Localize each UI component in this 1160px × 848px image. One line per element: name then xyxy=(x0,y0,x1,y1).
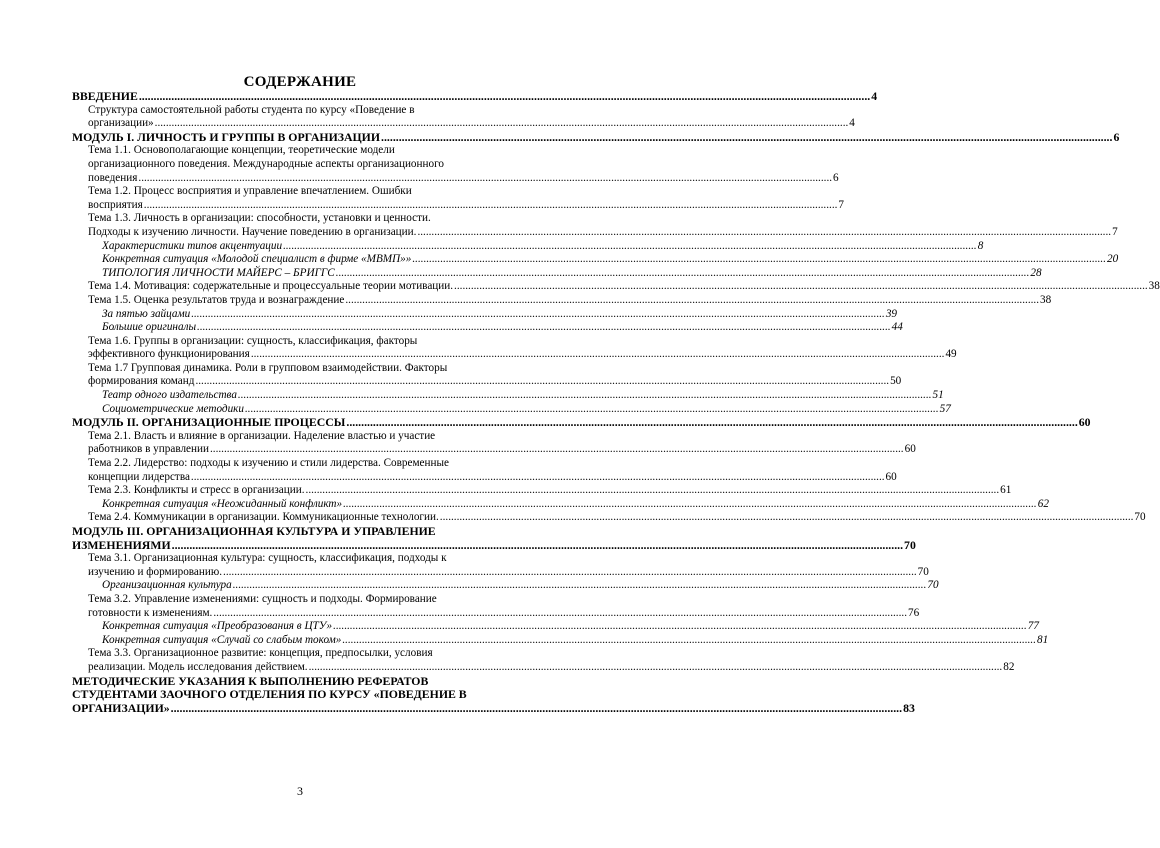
dot-leader xyxy=(440,511,1134,525)
toc-entry-text-line: Тема 3.1. Организационная культура: сущность, классификация, подходы к xyxy=(88,552,447,565)
toc-entry-title: Тема 1.4. Мотивация: содержательные и процессуальные теории мотивации. xyxy=(88,280,454,293)
dot-leader xyxy=(454,280,1148,294)
dot-leader xyxy=(251,348,945,362)
toc-entry-title: Тема 2.3. Конфликты и стресс в организации. xyxy=(88,484,305,497)
dot-leader xyxy=(139,90,870,104)
toc-entry-text-line: МОДУЛЬ III. ОРГАНИЗАЦИОННАЯ КУЛЬТУРА И УПРАВЛЕНИЕ xyxy=(72,524,436,538)
toc-entry-title: За пятью зайцами xyxy=(102,307,191,320)
toc-entry[interactable] xyxy=(72,484,1012,498)
toc-page-number: 6 xyxy=(833,171,839,184)
dot-leader xyxy=(306,484,1000,498)
toc-entry-text-line: СТУДЕНТАМИ ЗАОЧНОГО ОТДЕЛЕНИЯ ПО КУРСУ «ПОВЕДЕНИЕ В xyxy=(72,687,467,702)
toc-entry-title: Конкретная ситуация «Случай со слабым током» xyxy=(102,633,342,646)
toc-entry[interactable] xyxy=(72,620,1039,634)
toc-entry-text-line: Тема 2.1. Власть и влияние в организации. Наделение властью и участие xyxy=(88,429,436,442)
toc-page-number: 50 xyxy=(890,375,902,388)
dot-leader xyxy=(333,620,1027,634)
toc-entry-text-line: Тема 2.2. Лидерство: подходы к изучению и стили лидерства. Современные xyxy=(88,457,449,470)
toc-entry-title: эффективного функционирования xyxy=(88,348,250,361)
toc-entry-title: Социометрические методики xyxy=(102,402,244,415)
toc-entry[interactable] xyxy=(72,212,1118,239)
toc-entry-title: ТИПОЛОГИЯ ЛИЧНОСТИ МАЙЕРС – БРИГГС xyxy=(102,266,335,279)
toc-entry-title: Конкретная ситуация «Молодой специалист в фирме «МВМП»» xyxy=(102,253,412,266)
toc-entry-title: МОДУЛЬ I. ЛИЧНОСТЬ И ГРУППЫ В ОРГАНИЗАЦИИ xyxy=(72,129,381,144)
toc-entry[interactable] xyxy=(72,89,878,104)
toc-entry[interactable] xyxy=(72,266,1042,281)
dot-leader xyxy=(381,131,1112,145)
dot-leader xyxy=(345,294,1039,308)
toc-entry[interactable] xyxy=(72,647,1015,674)
toc-entry-text-line: Тема 1.1. Основополагающие концепции, теоретические модели xyxy=(88,144,395,157)
toc-entry[interactable] xyxy=(72,144,839,185)
toc-entry[interactable] xyxy=(72,552,929,579)
toc-entry-title: ИЗМЕНЕНИЯМИ xyxy=(72,537,171,552)
toc-entry-text-line: Тема 1.7 Групповая динамика. Роли в групповом взаимодействии. Факторы xyxy=(88,361,448,374)
toc-entry-title: Конкретная ситуация «Преобразования в ЦТУ» xyxy=(102,620,333,633)
toc-entry-title: готовности к изменениям. xyxy=(88,606,213,619)
toc-entry[interactable] xyxy=(72,103,855,131)
toc-entry[interactable] xyxy=(72,361,902,389)
toc-entry[interactable] xyxy=(72,524,916,552)
toc-page-number: 49 xyxy=(945,348,957,361)
toc-entry[interactable] xyxy=(72,457,897,484)
toc-page-number: 83 xyxy=(903,700,915,715)
toc-entry-title: формирования команд xyxy=(88,375,195,388)
toc-entry[interactable] xyxy=(72,253,1119,267)
dot-leader xyxy=(191,308,885,322)
toc-entry-title: Организационная культура xyxy=(102,579,232,592)
toc-entry-text-line: Тема 1.3. Личность в организации: способности, установки и ценности. xyxy=(88,212,431,225)
toc-entry-title: организации» xyxy=(88,117,154,130)
toc-page-number: 70 xyxy=(1134,511,1146,524)
toc-entry[interactable] xyxy=(72,389,944,403)
toc-page-number: 57 xyxy=(939,402,951,415)
dot-leader xyxy=(138,172,832,186)
toc-entry[interactable] xyxy=(72,429,916,457)
toc-entry[interactable] xyxy=(72,633,1049,648)
toc-entry[interactable] xyxy=(72,673,915,716)
dot-leader xyxy=(213,607,907,621)
toc-entry[interactable] xyxy=(72,239,984,254)
dot-leader xyxy=(197,321,891,335)
toc-entry-title: Подходы к изучению личности. Научение поведению в организации. xyxy=(88,225,417,238)
toc-page-number: 39 xyxy=(885,307,898,320)
toc-page-number: 60 xyxy=(904,443,916,456)
toc-entry-title: восприятия xyxy=(88,198,143,211)
dot-leader xyxy=(309,661,1003,675)
toc-page-number: 44 xyxy=(891,321,903,334)
dot-leader xyxy=(210,443,904,457)
toc-page-number: 4 xyxy=(871,89,878,103)
toc-page-number: 6 xyxy=(1113,129,1120,144)
dot-leader xyxy=(238,389,932,403)
toc-page-number: 81 xyxy=(1037,633,1049,646)
dot-leader xyxy=(191,471,885,485)
toc-entry-title: Тема 1.5. Оценка результатов труда и вознаграждение xyxy=(88,293,345,306)
toc-entry-title: ВВЕДЕНИЕ xyxy=(72,89,138,103)
toc-page-number: 70 xyxy=(927,579,939,592)
toc-entry-text-line: МЕТОДИЧЕСКИЕ УКАЗАНИЯ К ВЫПОЛНЕНИЮ РЕФЕРАТОВ xyxy=(72,673,429,688)
toc-entry[interactable] xyxy=(72,402,951,417)
dot-leader xyxy=(412,253,1106,267)
toc-page-number: 60 xyxy=(885,470,897,483)
dot-leader xyxy=(223,566,917,580)
toc-page-number: 38 xyxy=(1040,293,1052,306)
dot-leader xyxy=(417,226,1111,240)
toc-entry-title: Большие оригиналы xyxy=(102,321,197,334)
toc-entry[interactable] xyxy=(72,415,1091,430)
toc-entry[interactable] xyxy=(72,511,1146,525)
toc-entry[interactable] xyxy=(72,185,844,212)
dot-leader xyxy=(144,199,838,213)
toc-entry[interactable] xyxy=(72,280,1160,294)
toc-page-number: 60 xyxy=(1078,415,1091,430)
dot-leader xyxy=(343,498,1037,512)
toc-page-number: 76 xyxy=(907,606,920,619)
dot-leader xyxy=(172,539,903,553)
page-number: 3 xyxy=(297,784,303,798)
toc-entry-title: Характеристики типов акцентуации xyxy=(102,239,283,252)
toc-page-number: 77 xyxy=(1027,620,1039,633)
dot-leader xyxy=(195,375,889,389)
toc-entry[interactable] xyxy=(72,497,1049,512)
toc-entry[interactable] xyxy=(72,293,1052,308)
toc-entry-title: Конкретная ситуация «Неожиданный конфликт» xyxy=(102,497,343,510)
dot-leader xyxy=(336,267,1030,281)
toc-page-number: 4 xyxy=(849,117,855,130)
toc-entry-text-line: Тема 1.6. Группы в организации: сущность, классификация, факторы xyxy=(88,334,418,347)
toc-page-number: 62 xyxy=(1037,497,1049,510)
toc-entry-title: изучению и формированию. xyxy=(88,565,223,578)
dot-leader xyxy=(283,240,977,254)
toc-page-number: 61 xyxy=(1000,484,1012,497)
toc-entry[interactable] xyxy=(72,307,898,322)
toc-entry-text-line: организационного поведения. Международные аспекты организационного xyxy=(88,157,444,170)
toc-entry-title: МОДУЛЬ II. ОРГАНИЗАЦИОННЫЕ ПРОЦЕССЫ xyxy=(72,415,346,430)
toc-page-number: 82 xyxy=(1003,660,1015,673)
toc-entry-title: поведения xyxy=(88,171,138,184)
toc-entry[interactable] xyxy=(72,334,957,362)
dot-leader xyxy=(171,702,902,716)
toc-page-number: 28 xyxy=(1030,266,1042,279)
dot-leader xyxy=(245,403,939,417)
toc-entry-title: Тема 2.4. Коммуникации в организации. Коммуникационные технологии. xyxy=(88,511,439,524)
toc-entry-title: ОРГАНИЗАЦИИ» xyxy=(72,700,170,715)
toc-entry-title: работников в управлении xyxy=(88,443,209,456)
toc-entry[interactable] xyxy=(72,592,920,620)
toc-page-number: 8 xyxy=(977,239,984,252)
table-of-contents xyxy=(72,89,1160,715)
toc-entry-title: реализации. Модель исследования действием. xyxy=(88,660,308,673)
toc-entry[interactable] xyxy=(72,129,1120,145)
toc-entry-text-line: Тема 3.3. Организационное развитие: концепция, предпосылки, условия xyxy=(88,647,433,660)
toc-entry[interactable] xyxy=(72,321,903,335)
toc-page-number: 51 xyxy=(932,389,944,402)
toc-entry-text-line: Тема 1.2. Процесс восприятия и управление впечатлением. Ошибки xyxy=(88,185,412,198)
toc-page-number: 20 xyxy=(1107,253,1119,266)
toc-entry-title: концепции лидерства xyxy=(88,470,190,483)
page-title: СОДЕРЖАНИЕ xyxy=(243,74,357,90)
dot-leader xyxy=(155,117,849,131)
dot-leader xyxy=(233,579,927,593)
toc-page-number: 70 xyxy=(917,565,929,578)
toc-page-number: 70 xyxy=(904,537,916,552)
toc-entry-text-line: Тема 3.2. Управление изменениями: сущность и подходы. Формирование xyxy=(88,592,437,605)
toc-page-number: 7 xyxy=(838,198,844,211)
toc-entry[interactable] xyxy=(72,579,939,593)
toc-page-number: 7 xyxy=(1112,225,1118,238)
dot-leader xyxy=(342,634,1036,648)
toc-page-number: 38 xyxy=(1148,280,1160,293)
toc-entry-title: Театр одного издательства xyxy=(102,389,237,402)
dot-leader xyxy=(346,416,1077,430)
toc-entry-text-line: Структура самостоятельной работы студента по курсу «Поведение в xyxy=(88,103,415,116)
